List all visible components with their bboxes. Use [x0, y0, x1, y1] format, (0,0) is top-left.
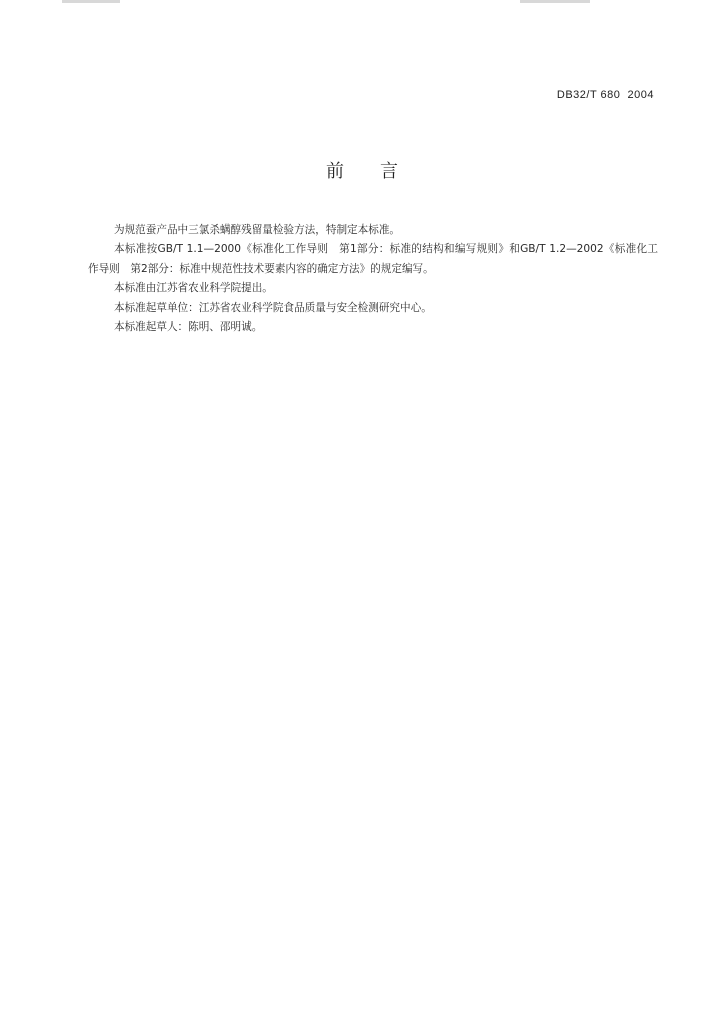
- paragraph-drafting-unit: 本标准起草单位：江苏省农业科学院食品质量与安全检测研究中心。: [114, 301, 432, 314]
- title-char-right: 言: [380, 161, 398, 182]
- paragraph-proposer: 本标准由江苏省农业科学院提出。: [114, 282, 273, 295]
- foreword-body: [88, 221, 658, 337]
- page-title: [0, 157, 724, 183]
- paragraph-drafters: 本标准起草人：陈明、邵明诚。: [114, 321, 263, 334]
- scan-artifact-mark-right: [520, 0, 590, 3]
- title-char-left: 前: [326, 161, 344, 182]
- paragraph-purpose: 为规范蚕产品中三氯杀螨醇残留量检验方法，特制定本标准。: [114, 224, 401, 236]
- scan-artifact-mark-left: [62, 0, 120, 3]
- standard-code: DB32/T 680 2004: [556, 89, 654, 101]
- paragraph-drafting-rules: 本标准按GB/T 1.1—2000《标准化工作导则 第1部分：标准的结构和编写规则》和GB/T 1.2—2002《标准化工作导则 第2部分：标准中规范性技术要素内容的确定方法》的规定编写。: [88, 243, 658, 275]
